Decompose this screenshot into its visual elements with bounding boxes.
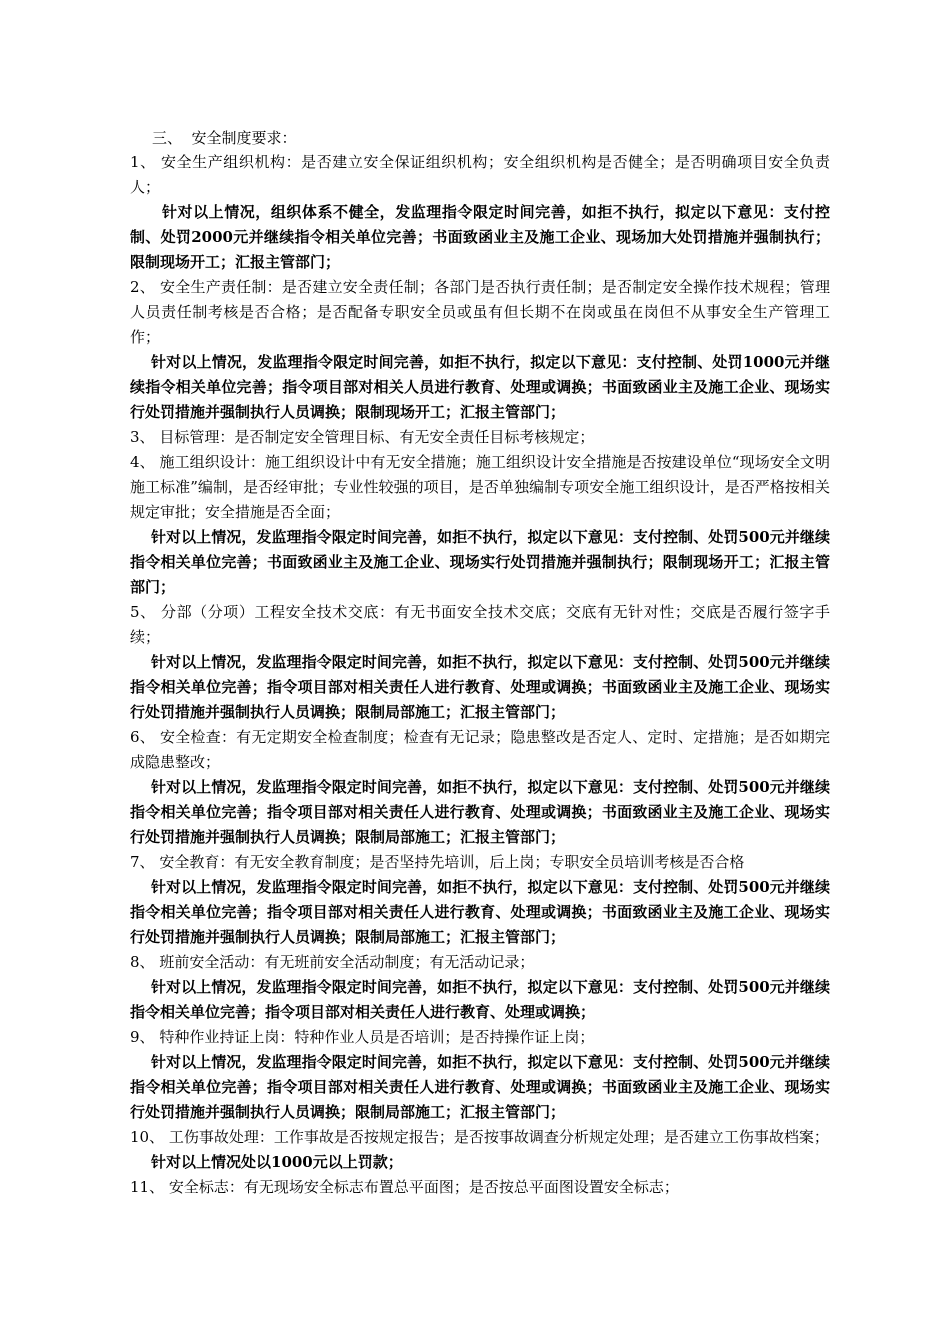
requirement-text: 特种作业持证上岗：特种作业人员是否培训；是否持操作证上岗； [159, 1028, 595, 1046]
requirement-number: 5、 [130, 603, 156, 621]
requirement-text: 工伤事故处理：工作事故是否按规定报告；是否按事故调查分析规定处理；是否建立工伤事故档案； [168, 1128, 829, 1146]
requirement-item [130, 1175, 830, 1200]
requirement-item [130, 1025, 830, 1050]
requirement-text: 分部（分项）工程安全技术交底：有无书面安全技术交底；交底有无针对性；交底是否履行签字手续； [130, 603, 830, 646]
supervision-opinion: 针对以上情况，发监理指令限定时间完善，如拒不执行，拟定以下意见：支付控制、处罚500元并继续指令相关单位完善；指令项目部对相关责任人进行教育、处理或调换；书面致函业主及施工企业、现场实行处罚措施并强制执行人员调换；限制局部施工；汇报主管部门； [130, 778, 830, 846]
requirement-number: 7、 [130, 853, 155, 871]
requirement-item [130, 1125, 830, 1150]
requirement-text: 安全生产组织机构：是否建立安全保证组织机构；安全组织机构是否健全；是否明确项目安全负责人； [130, 153, 830, 196]
requirement-item [130, 950, 830, 975]
requirement-text: 安全生产责任制：是否建立安全责任制；各部门是否执行责任制；是否制定安全操作技术规程；管理人员责任制考核是否合格；是否配备专职安全员或虽有但长期不在岗或虽在岗但不从事安全生产管理工作； [130, 278, 830, 346]
requirement-item [130, 150, 830, 200]
requirement-number: 4、 [130, 453, 155, 471]
requirement-text: 班前安全活动：有无班前安全活动制度；有无活动记录； [159, 953, 535, 971]
requirement-item [130, 450, 830, 525]
requirement-item [130, 425, 830, 450]
requirement-number: 3、 [130, 428, 155, 446]
requirement-item [130, 275, 830, 350]
requirement-number: 8、 [130, 953, 155, 971]
requirement-number: 11、 [130, 1178, 165, 1196]
supervision-opinion: 针对以上情况处以1000元以上罚款； [151, 1153, 403, 1171]
requirement-item [130, 850, 830, 875]
requirement-text: 施工组织设计：施工组织设计中有无安全措施；施工组织设计安全措施是否按建设单位“现场安全文明施工标准”编制，是否经审批；专业性较强的项目，是否单独编制专项安全施工组织设计，是否严格按相关规定审批；安全措施是否全面； [130, 453, 830, 521]
requirement-number: 2、 [130, 278, 156, 296]
requirement-number: 10、 [130, 1128, 165, 1146]
requirement-number: 1、 [130, 153, 156, 171]
requirement-text: 安全检查：有无定期安全检查制度；检查有无记录；隐患整改是否定人、定时、定措施；是否如期完成隐患整改； [130, 728, 830, 771]
supervision-opinion: 针对以上情况，发监理指令限定时间完善，如拒不执行，拟定以下意见：支付控制、处罚500元并继续指令相关单位完善；指令项目部对相关责任人进行教育、处理或调换；书面致函业主及施工企业、现场实行处罚措施并强制执行人员调换；限制局部施工；汇报主管部门； [130, 1053, 830, 1121]
supervision-opinion: 针对以上情况，发监理指令限定时间完善，如拒不执行，拟定以下意见：支付控制、处罚500元并继续指令相关单位完善；书面致函业主及施工企业、现场实行处罚措施并强制执行；限制现场开工；汇报主管部门； [130, 528, 830, 596]
requirement-item [130, 725, 830, 775]
supervision-opinion: 针对以上情况，发监理指令限定时间完善，如拒不执行，拟定以下意见：支付控制、处罚500元并继续指令相关单位完善；指令项目部对相关责任人进行教育、处理或调换；书面致函业主及施工企业、现场实行处罚措施并强制执行人员调换；限制局部施工；汇报主管部门； [130, 653, 830, 721]
supervision-opinion: 针对以上情况，发监理指令限定时间完善，如拒不执行，拟定以下意见：支付控制、处罚500元并继续指令相关单位完善；指令项目部对相关责任人进行教育、处理或调换； [130, 978, 830, 1021]
requirements-list [130, 150, 830, 1200]
requirement-text: 安全标志：有无现场安全标志布置总平面图；是否按总平面图设置安全标志； [168, 1178, 679, 1196]
requirement-number: 6、 [130, 728, 156, 746]
section-heading: 三、 安全制度要求： [152, 129, 297, 147]
supervision-opinion: 针对以上情况，发监理指令限定时间完善，如拒不执行，拟定以下意见：支付控制、处罚500元并继续指令相关单位完善；指令项目部对相关责任人进行教育、处理或调换；书面致函业主及施工企业、现场实行处罚措施并强制执行人员调换；限制局部施工；汇报主管部门； [130, 878, 830, 946]
supervision-opinion: 针对以上情况，组织体系不健全，发监理指令限定时间完善，如拒不执行，拟定以下意见：支付控制、处罚2000元并继续指令相关单位完善；书面致函业主及施工企业、现场加大处罚措施并强制执行；限制现场开工；汇报主管部门； [130, 203, 830, 271]
requirement-text: 安全教育：有无安全教育制度；是否坚持先培训，后上岗；专职安全员培训考核是否合格 [159, 853, 745, 871]
requirement-number: 9、 [130, 1028, 155, 1046]
supervision-opinion: 针对以上情况，发监理指令限定时间完善，如拒不执行，拟定以下意见：支付控制、处罚1000元并继续指令相关单位完善；指令项目部对相关人员进行教育、处理或调换；书面致函业主及施工企业、现场实行处罚措施并强制执行人员调换；限制现场开工；汇报主管部门； [130, 353, 830, 421]
requirement-item [130, 600, 830, 650]
requirement-text: 目标管理：是否制定安全管理目标、有无安全责任目标考核规定； [159, 428, 595, 446]
